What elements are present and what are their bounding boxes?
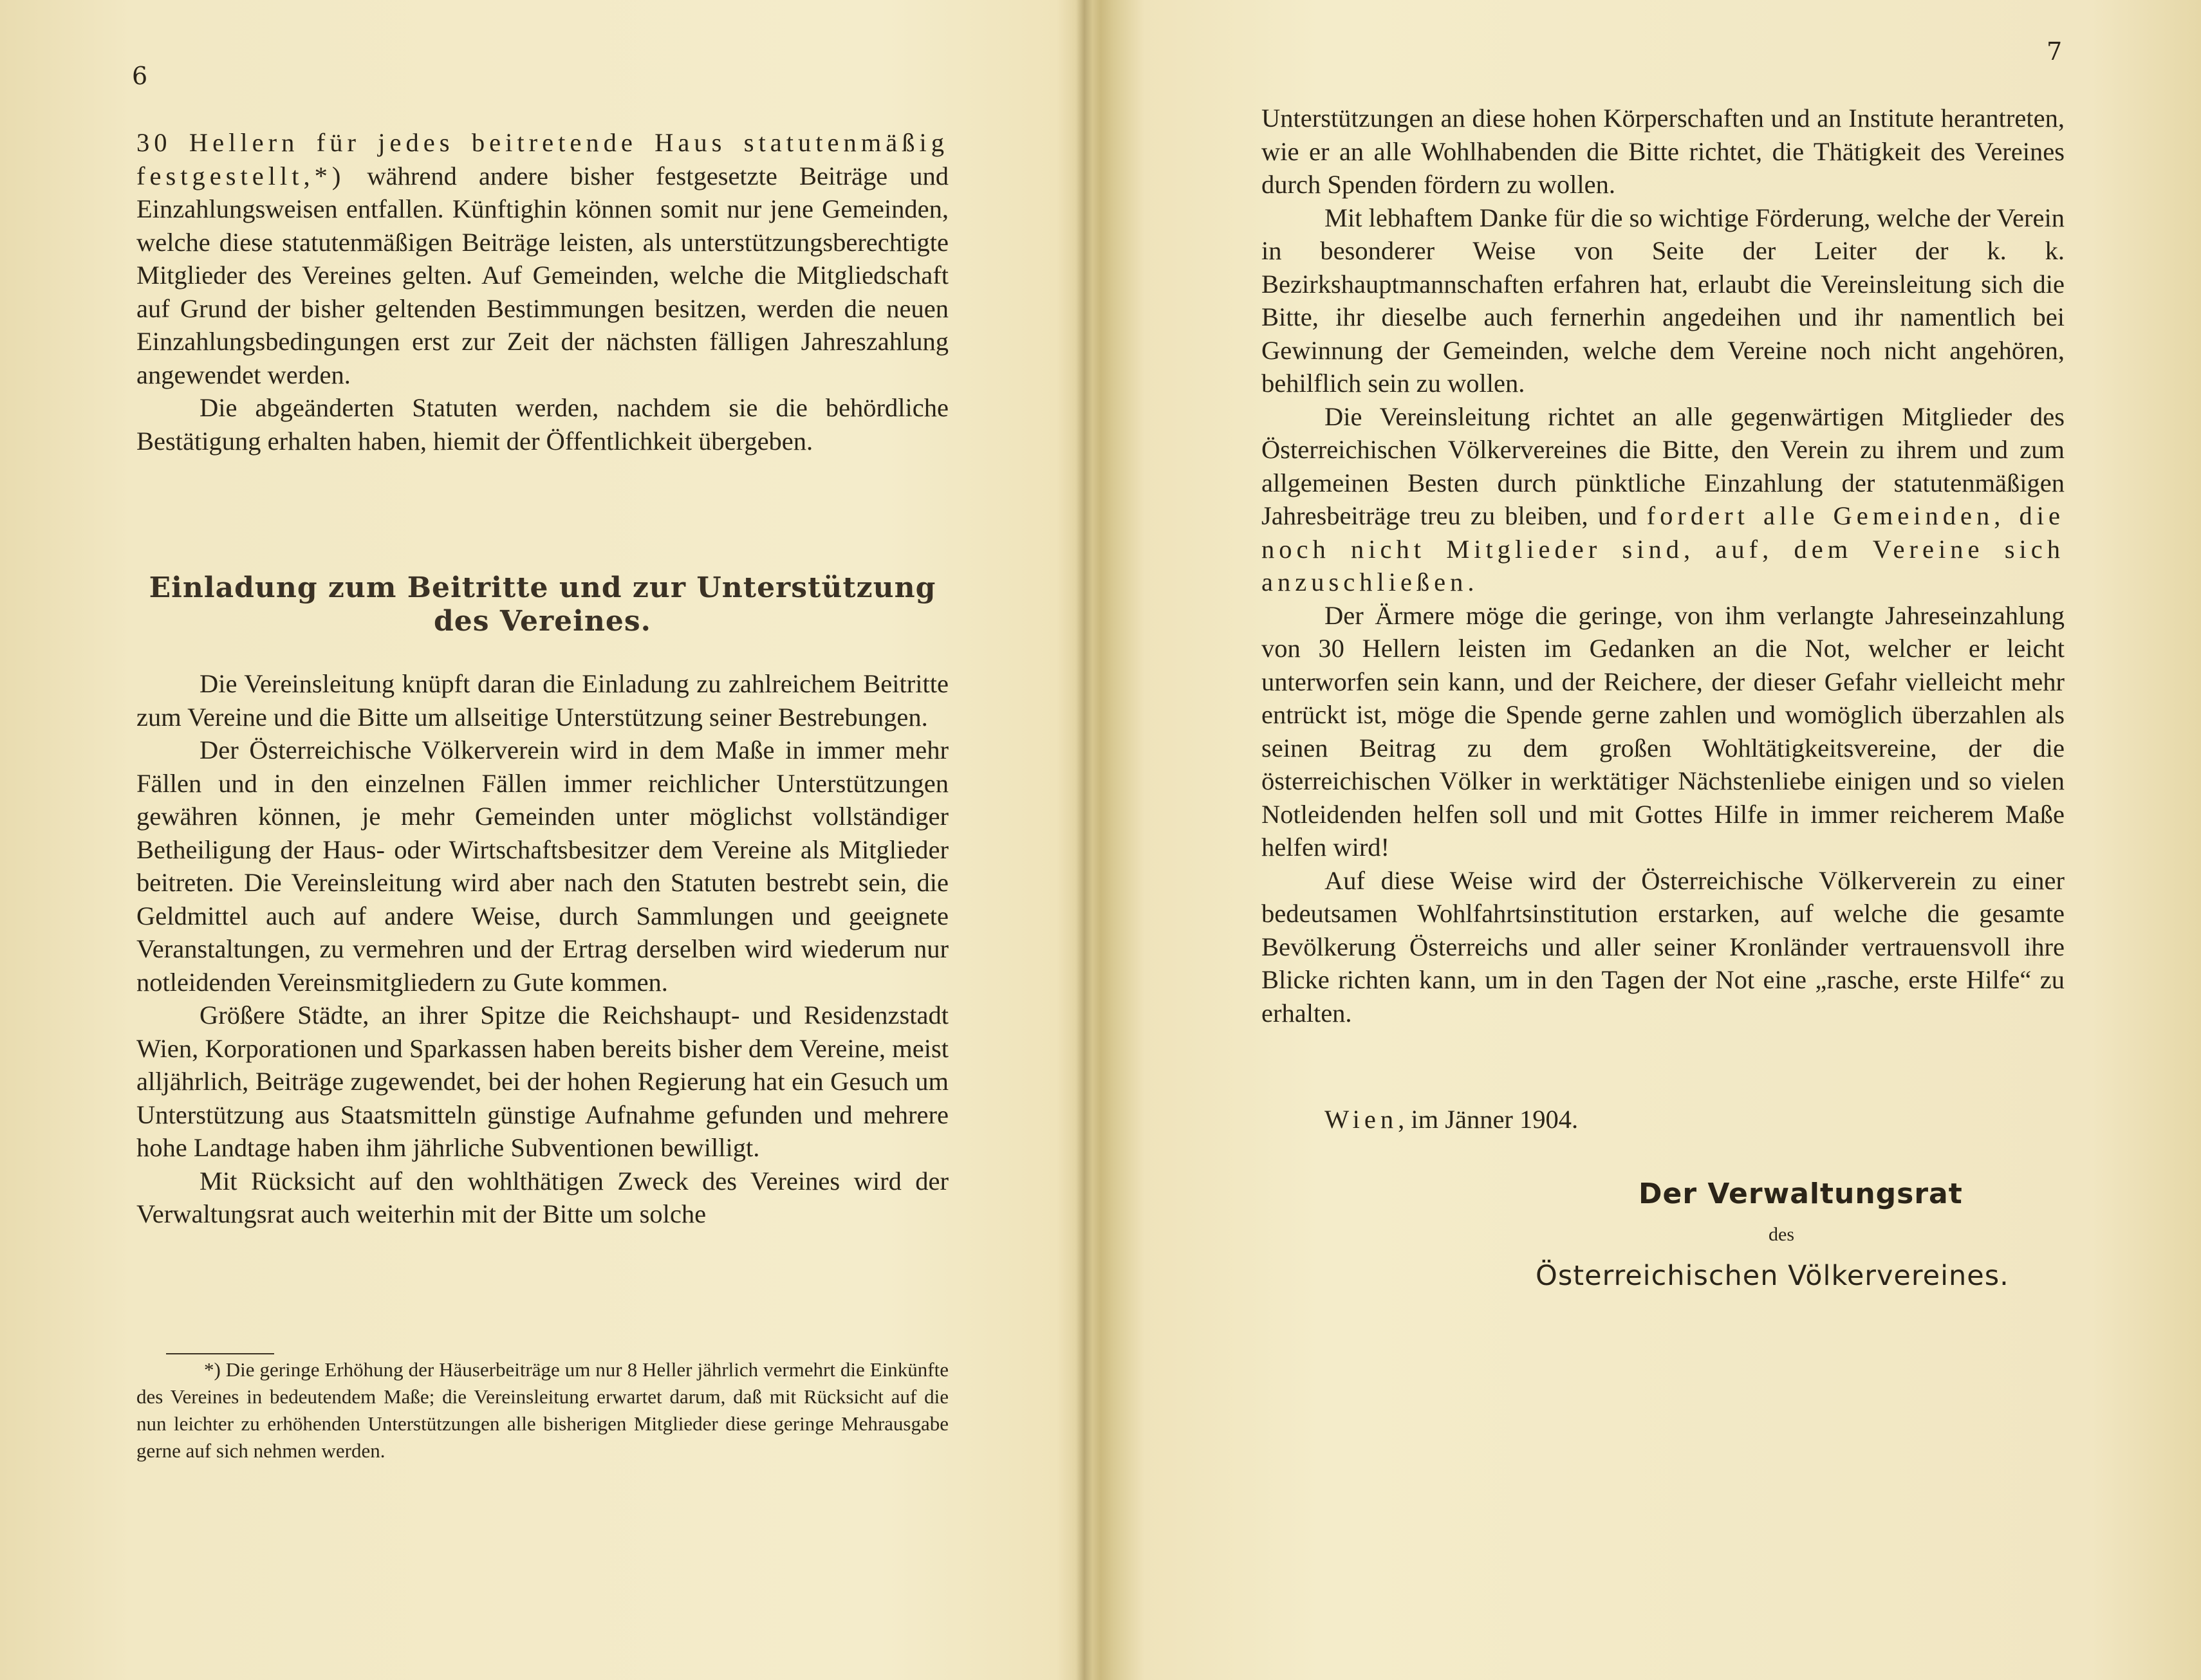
spaced-text: 30 Hellern für jedes beitretende Haus statutenmäßig festgestellt,*) (136, 128, 949, 190)
left-page (0, 0, 1076, 1680)
continued-text: während andere bisher festgesetzte Beiträge und Einzahlungsweisen entfallen. Künftighin können somit nur jene Gemeinden, welche diese statutenmäßigen Beiträge leisten, als unterstützungsberechtigte Mitglieder des Vereines gelten. Auf Gemeinden, welche die Mitgliedschaft auf Grund der bisher geltenden Bestimmungen besitzen, werden die neuen Einzahlungsbedingungen erst zur Zeit der nächsten fälligen Jahreszahlung angewendet werden. (136, 161, 949, 389)
book-gutter (1076, 0, 1093, 1680)
place-city: Wien (1324, 1105, 1398, 1134)
paragraph: Auf diese Weise wird der Österreichische Völkerverein zu einer bedeutsamen Wohlfahrtsinstitution erstarken, auf welche die gesamte Bevölkerung Österreichs und aller seiner Kronländer vertrauensvoll ihre Blicke richten kann, um in den Tagen der Not eine „rasche, erste Hilfe“ zu erhalten. (1261, 865, 2065, 1028)
section-heading: Einladung zum Beitritte und zur Unterstützung des Vereines. (149, 571, 936, 638)
top-text-block (136, 126, 949, 457)
signature-organization: Österreichischen Völkervereines. (1536, 1260, 2009, 1292)
paragraph: Größere Städte, an ihrer Spitze die Reichshaupt- und Residenzstadt Wien, Korporationen und Sparkassen haben bereits bisher dem Vereine, meist alljährlich, Beiträge zugewendet, bei der hohen Regierung hat ein Gesuch um Unterstützung aus Staatsmitteln günstige Aufnahme gefunden und mehrere hohe Landtage haben ihm jährliche Subventionen bewilligt. (136, 1001, 949, 1162)
paragraph: Der Österreichische Völkerverein wird in dem Maße in immer mehr Fällen und in den einzelnen Fällen immer reichlicher Unterstützungen gewähren können, je mehr Gemeinden unter möglichst vollständiger Betheiligung der Haus- oder Wirtschaftsbesitzer dem Vereine als Mitglieder beitreten. Die Vereinsleitung wird aber nach den Statuten bestrebt sein, die Geldmittel auch auf andere Weise, durch Sammlungen und geeignete Veranstaltungen, zu vermehren und der Ertrag derselben wird wiederum nur notleidenden Vereinsmitgliedern zu Gute kommen. (136, 735, 949, 997)
page-number: 6 (132, 62, 148, 90)
signature-connector: des (1769, 1224, 1794, 1245)
footnote: *) Die geringe Erhöhung der Häuserbeiträge um nur 8 Heller jährlich vermehrt die Einkünfte des Vereines in bedeutendem Maße; die Vereinsleitung erwartet darum, daß mit Rücksicht auf die nun leichter zu erhöhenden Unterstützungen alle bisherigen Mitglieder diese geringe Mehrausgabe gerne auf sich nehmen werden. (136, 1358, 949, 1462)
right-page (1093, 0, 2201, 1680)
continued-paragraph (136, 126, 949, 391)
paragraph: Der Ärmere möge die geringe, von ihm verlangte Jahreseinzahlung von 30 Hellern leisten im Gedanken an die Not, welcher er leicht unterworfen sein kann, und der Reichere, der dieser Gefahr vielleicht mehr entrückt ist, möge die Spende gerne zahlen und womöglich überzahlen als seinen Beitrag zu dem großen Wohltätigkeitsvereine, der die österreichischen Völker in werktätiger Nächstenliebe einigen und so vielen Notleidenden helfen soll und mit Gottes Hilfe in immer reicherem Maße helfen wird! (1261, 600, 2065, 862)
spaced-text: fordert alle Gemeinden, die noch nicht Mitglieder sind, auf, dem Vereine sich anzuschließen. (1261, 501, 2065, 596)
footnote-rule (166, 1353, 274, 1354)
paragraph: Mit Rücksicht auf den wohlthätigen Zweck des Vereines wird der Verwaltungsrat auch weiterhin mit der Bitte um solche (136, 1166, 949, 1228)
paragraph: Die Vereinsleitung knüpft daran die Einladung zu zahlreichem Beitritte zum Vereine und die Bitte um allseitige Unterstützung seiner Bestrebungen. (136, 669, 949, 732)
place-date (1324, 1104, 1578, 1134)
signature-title: Der Verwaltungsrat (1639, 1177, 1963, 1210)
page-number: 7 (2047, 37, 2063, 66)
paragraph: Mit lebhaftem Danke für die so wichtige Förderung, welche der Verein in besonderer Weise von Seite der Leiter der k. k. Bezirkshauptmannschaften erfahren hat, erlaubt die Vereinsleitung sich die Bitte, ihr dieselbe auch fernerhin angedeihen und ihr namentlich bei Gewinnung der Gemeinden, welche dem Vereine noch nicht angehören, behilflich sein zu wollen. (1261, 203, 2065, 398)
paragraph-text: Die Vereinsleitung richtet an alle gegenwärtigen Mitglieder des Österreichischen Völkervereines die Bitte, den Verein zu ihrem und zum allgemeinen Besten durch pünktliche Einzahlung der statutenmäßigen Jahresbeiträge treu zu bleiben, und (1261, 402, 2065, 530)
main-text-block (136, 667, 949, 1231)
paragraph-statutes: Die abgeänderten Statuten werden, nachdem sie die behördliche Bestätigung erhalten haben, hiemit der Öffentlichkeit übergeben. (136, 393, 949, 456)
date-text: , im Jänner 1904. (1398, 1105, 1579, 1134)
paragraph (1261, 400, 2065, 599)
paragraph: Unterstützungen an diese hohen Körperschaften und an Institute herantreten, wie er an alle Wohlhabenden die Bitte richtet, die Thätigkeit des Vereines durch Spenden fördern zu wollen. (1261, 104, 2065, 199)
main-text-block (1261, 102, 2065, 1029)
